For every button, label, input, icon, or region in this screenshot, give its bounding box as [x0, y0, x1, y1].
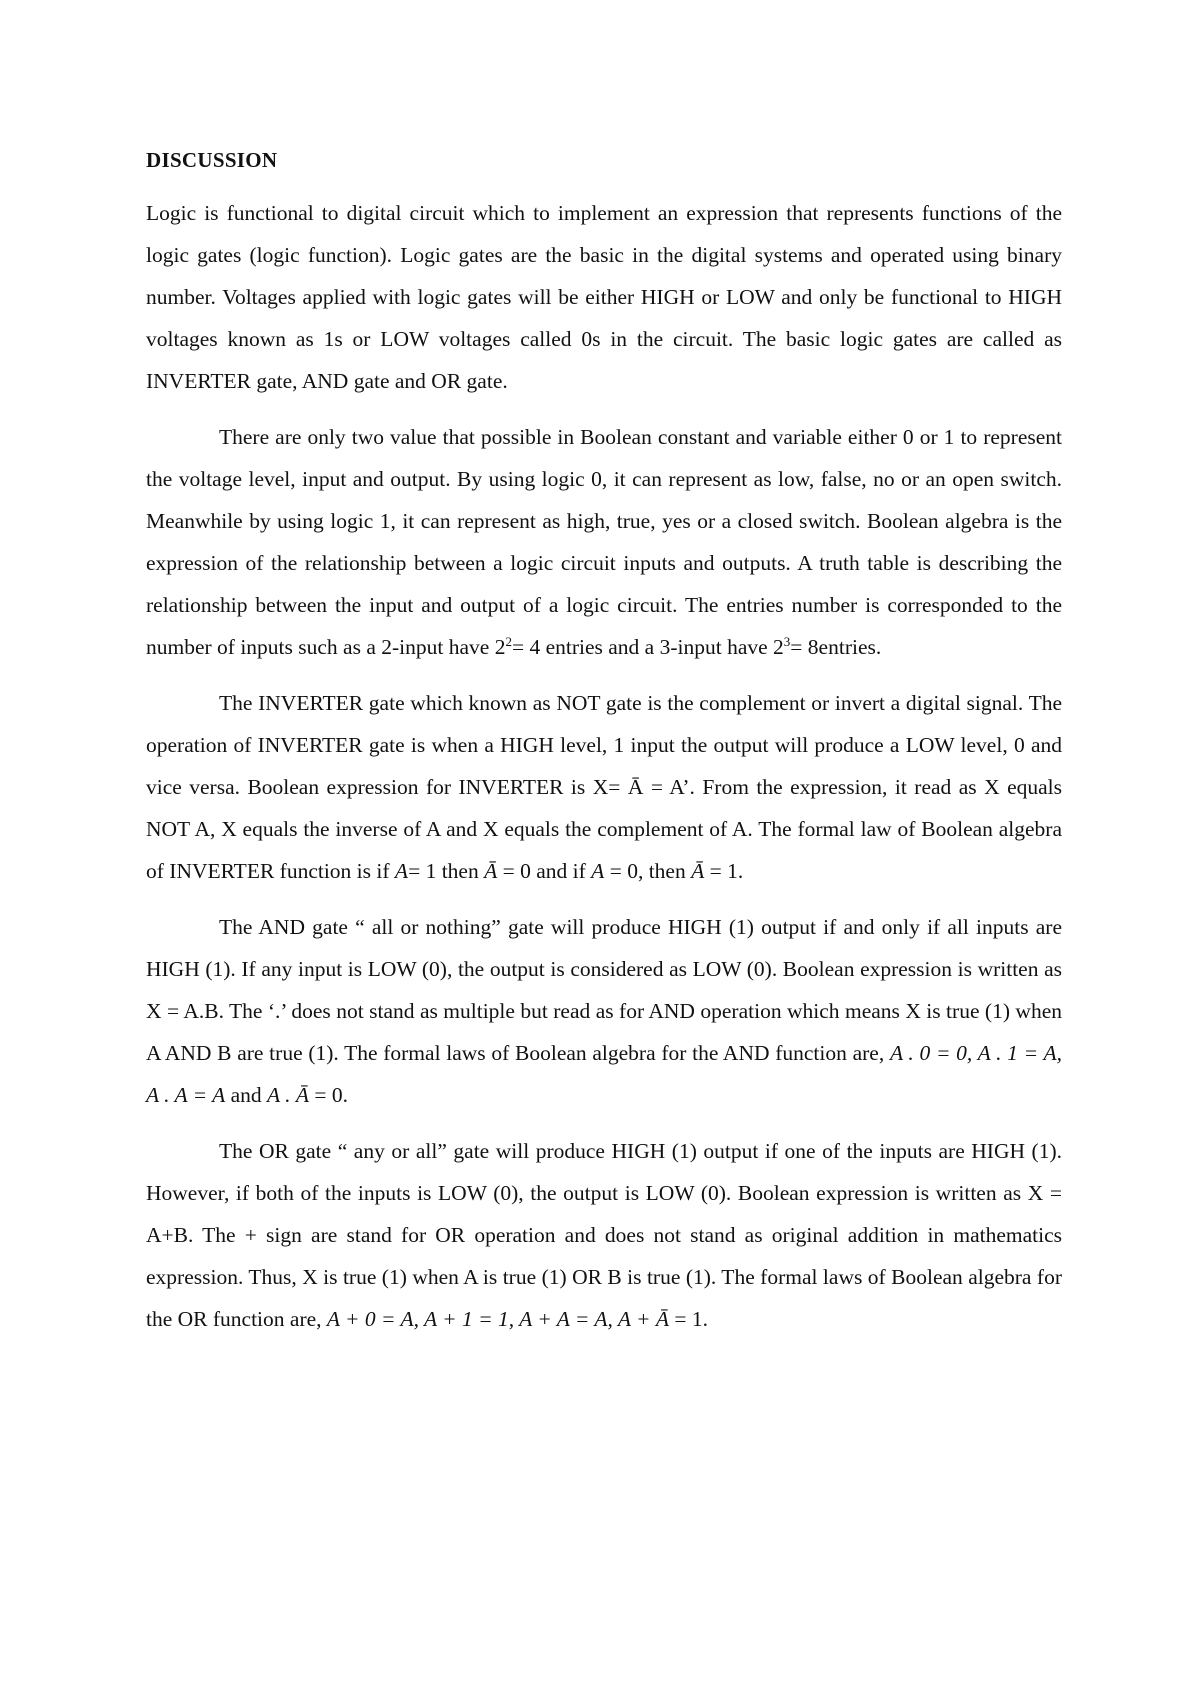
paragraph-inverter	[146, 682, 1062, 892]
document-page	[146, 146, 1062, 1354]
paragraph-or-text: The OR gate “ any or all” gate will produce HIGH (1) output if one of the inputs are HIGH (1). However, if both of the inputs is LOW (0), the output is LOW (0). Boolean expression is written as X = A+B. The + sign are stand for OR operation and does not stand as original addition in mathematics expression. Thus, X is true (1) when A is true (1) OR B is true (1). The formal laws of Boolean algebra for the OR function are,	[146, 1139, 1062, 1331]
and-end: = 0.	[309, 1083, 349, 1107]
math-a-1: A	[394, 859, 409, 883]
paragraph-boolean-mid: = 4 entries and a 3-input have 2	[511, 635, 784, 659]
paragraph-intro: Logic is functional to digital circuit which to implement an expression that represents functions of the logic gates (logic function). Logic gates are the basic in the digital systems and operated using binary number. Voltages applied with logic gates will be either HIGH or LOW and only be functional to HIGH voltages known as 1s or LOW voltages called 0s in the circuit. The basic logic gates are called as INVERTER gate, AND gate and OR gate.	[146, 201, 1062, 393]
and-laws: A . 0 = 0, A . 1 = A, A . A = A	[146, 1041, 1062, 1107]
or-laws: A + 0 = A, A + 1 = 1, A + A = A, A + Ā	[326, 1307, 670, 1331]
paragraph-and-text: The AND gate “ all or nothing” gate will produce HIGH (1) output if and only if all inputs are HIGH (1). If any input is LOW (0), the output is considered as LOW (0). Boolean expression is written as X = A.B. The ‘.’ does not stand as multiple but read as for AND operation which means X is true (1) when A AND B are true (1). The formal laws of Boolean algebra for the AND function are,	[146, 915, 1062, 1065]
inverter-text-1: = 1 then	[408, 859, 485, 883]
and-law-complement: A . Ā	[267, 1083, 310, 1107]
and-connector: and	[225, 1083, 268, 1107]
inverter-text-2: = 0 and if	[497, 859, 592, 883]
paragraph-boolean	[146, 416, 1062, 668]
inverter-text-3: = 0, then	[604, 859, 692, 883]
or-end: = 1.	[669, 1307, 709, 1331]
paragraph-boolean-text: There are only two value that possible in Boolean constant and variable either 0 or 1 to represent the voltage level, input and output. By using logic 0, it can represent as low, false, no or an open switch. Meanwhile by using logic 1, it can represent as high, true, yes or a closed switch. Boolean algebra is the expression of the relationship between a logic circuit inputs and outputs. A truth table is describing the relationship between the input and output of a logic circuit. The entries number is corresponded to the number of inputs such as a 2-input have 2	[146, 425, 1062, 659]
inverter-text-4: = 1.	[704, 859, 744, 883]
paragraph-and-gate	[146, 906, 1062, 1116]
superscript-3: 3	[783, 633, 791, 649]
superscript-2: 2	[505, 633, 512, 649]
paragraph-or-gate	[146, 1130, 1062, 1340]
math-abar-1: Ā	[484, 859, 498, 883]
paragraph-inverter-text: The INVERTER gate which known as NOT gate is the complement or invert a digital signal. The operation of INVERTER gate is when a HIGH level, 1 input the output will produce a LOW level, 0 and vice versa. Boolean expression for INVERTER is X= Ā = A’. From the expression, it read as X equals NOT A, X equals the inverse of A and X equals the complement of A. The formal law of Boolean algebra of INVERTER function is if	[146, 691, 1062, 883]
math-abar-2: Ā	[691, 859, 705, 883]
paragraph-boolean-end: = 8entries.	[790, 635, 882, 659]
section-heading: DISCUSSION	[146, 148, 278, 172]
math-a-2: A	[591, 859, 605, 883]
